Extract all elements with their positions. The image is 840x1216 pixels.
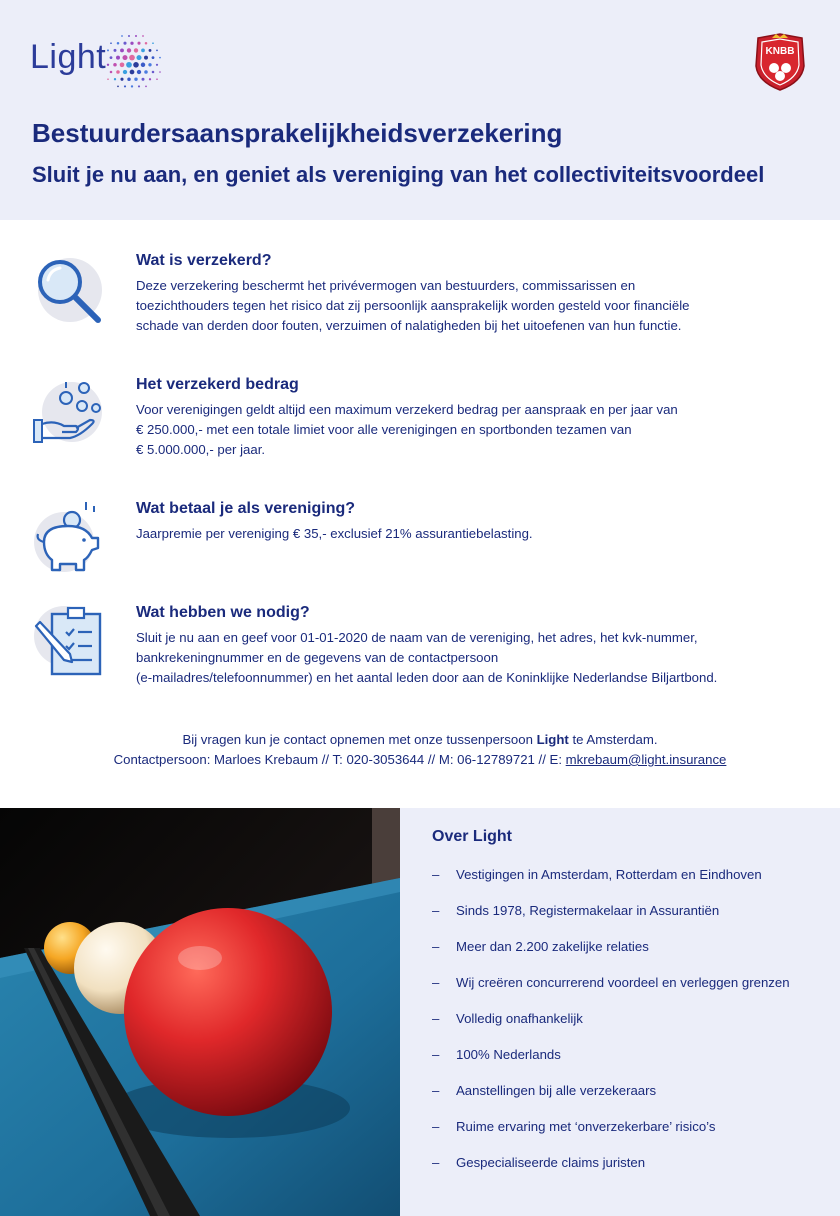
logo-dot xyxy=(113,63,117,67)
logo-dot xyxy=(145,86,147,88)
logo-dot xyxy=(120,48,124,52)
logo-dot xyxy=(128,35,130,37)
dash-bullet: – xyxy=(432,1083,440,1098)
logo-dot xyxy=(117,42,120,45)
logo-dot xyxy=(131,85,133,87)
logo-dot xyxy=(114,78,116,80)
logo-dot xyxy=(126,62,132,68)
section-text xyxy=(136,400,816,460)
contact-line-1 xyxy=(0,730,840,750)
about-title: Over Light xyxy=(432,828,513,845)
logo-dot xyxy=(156,64,158,66)
dash-bullet: – xyxy=(432,975,440,990)
logo-dot xyxy=(129,55,135,61)
logo-dot xyxy=(130,70,135,75)
logo-dot xyxy=(148,63,151,66)
list-item xyxy=(432,1010,824,1028)
section-title: Wat is verzekerd? xyxy=(136,252,272,269)
page-title: Bestuurdersaansprakelijkheidsverzekering xyxy=(32,118,563,148)
logo-dot xyxy=(107,78,109,80)
logo-dot xyxy=(141,63,146,68)
logo-dot xyxy=(156,78,158,80)
logo-dot xyxy=(142,35,144,37)
list-item xyxy=(432,938,824,956)
logo-dot xyxy=(149,78,151,80)
logo-dot xyxy=(110,71,113,74)
logo-dot xyxy=(114,49,117,52)
section-text-line: € 5.000.000,- per jaar. xyxy=(136,442,266,457)
logo-dot xyxy=(123,70,127,74)
logo-dot xyxy=(142,78,145,81)
logo-dot xyxy=(135,35,137,37)
logo-dot xyxy=(127,77,131,81)
list-item-text: 100% Nederlands xyxy=(456,1047,561,1062)
dash-bullet: – xyxy=(432,867,440,882)
list-item xyxy=(432,1082,824,1100)
list-item xyxy=(432,1046,824,1064)
list-item-text: Ruime ervaring met ‘onverzekerbare’ risico’s xyxy=(456,1119,716,1134)
list-item-text: Meer dan 2.200 zakelijke relaties xyxy=(456,939,649,954)
page-subtitle: Sluit je nu aan, en geniet als vereniging van het collectiviteitsvoordeel xyxy=(32,162,765,187)
knbb-badge-text: KNBB xyxy=(765,46,795,57)
section-text-line: € 250.000,- met een totale limiet voor alle verenigingen en sportbonden tezamen van xyxy=(136,422,632,437)
dash-bullet: – xyxy=(432,1047,440,1062)
list-item-text: Gespecialiseerde claims juristen xyxy=(456,1155,646,1170)
contact-email-link[interactable]: mkrebaum@light.insurance xyxy=(565,752,727,767)
logo-dot xyxy=(133,62,139,68)
section-text xyxy=(136,276,816,336)
dash-bullet: – xyxy=(432,1155,440,1170)
list-item xyxy=(432,902,824,920)
logo-dot xyxy=(120,78,123,81)
contact-broker-name: Light xyxy=(536,732,569,747)
billiard-illustration xyxy=(0,808,400,1216)
light-logo[interactable] xyxy=(30,30,170,94)
logo-dot xyxy=(152,56,155,59)
section-title: Wat betaal je als vereniging? xyxy=(136,500,356,517)
list-item xyxy=(432,1154,824,1172)
contact-line-2 xyxy=(0,750,840,770)
contact-info xyxy=(0,730,840,770)
section-text-line: bankrekeningnummer en de gegevens van de contactpersoon xyxy=(136,650,499,665)
header-band xyxy=(0,0,840,220)
piggy-bank-icon xyxy=(30,500,106,576)
logo-dot xyxy=(120,62,125,67)
list-item-text: Wij creëren concurrerend voordeel en verleggen grenzen xyxy=(456,975,790,990)
dash-bullet: – xyxy=(432,903,440,918)
logo-dot xyxy=(110,42,112,44)
dash-bullet: – xyxy=(432,1011,440,1026)
contact-line-2-prefix: Contactpersoon: Marloes Krebaum // T: 020-3053644 // M: 06-12789721 // E: xyxy=(113,752,566,767)
logo-dot xyxy=(116,56,120,60)
list-item-text: Vestigingen in Amsterdam, Rotterdam en Eindhoven xyxy=(456,867,762,882)
logo-dot xyxy=(130,42,133,45)
section-title: Wat hebben we nodig? xyxy=(136,604,310,621)
logo-dot xyxy=(141,49,145,53)
logo-dot xyxy=(123,42,126,45)
logo-text: Light xyxy=(30,38,107,76)
section-text-line: Jaarpremie per vereniging € 35,- exclusief 21% assurantiebelasting. xyxy=(136,526,533,541)
logo-dot xyxy=(137,70,141,74)
logo-dot xyxy=(134,48,138,52)
section-text xyxy=(136,628,816,688)
logo-dot xyxy=(107,64,109,66)
billiard-photo xyxy=(0,808,400,1216)
logo-dot xyxy=(159,71,161,73)
contact-line-1-suffix: te Amsterdam. xyxy=(568,732,658,747)
section-title: Het verzekerd bedrag xyxy=(136,376,299,393)
list-item-text: Sinds 1978, Registermakelaar in Assurantiën xyxy=(456,903,720,918)
knbb-crest-icon xyxy=(752,32,808,92)
logo-dot xyxy=(117,86,119,88)
logo-dot xyxy=(159,57,161,59)
logo-dots-icon xyxy=(102,30,168,94)
list-item xyxy=(432,974,824,992)
section-text-line: (e-mailadres/telefoonnummer) en het aantal leden door aan de Koninklijke Nederlandse Biljartbond. xyxy=(136,670,718,685)
section-text-line: Deze verzekering beschermt het privévermogen van bestuurders, commissarissen en xyxy=(136,278,636,293)
logo-dot xyxy=(116,70,120,74)
logo-dot xyxy=(152,71,155,74)
magnifier-icon xyxy=(30,252,106,328)
list-item-text: Volledig onafhankelijk xyxy=(456,1011,583,1026)
logo-dot xyxy=(152,42,154,44)
list-item-text: Aanstellingen bij alle verzekeraars xyxy=(456,1083,657,1098)
section-text-line: Sluit je nu aan en geef voor 01-01-2020 de naam van de vereniging, het adres, het kvk-nummer, xyxy=(136,630,698,645)
logo-dot xyxy=(136,55,141,60)
logo-dot xyxy=(137,42,140,45)
list-item xyxy=(432,866,824,884)
logo-dot xyxy=(121,35,123,37)
about-light-panel xyxy=(400,808,840,1216)
list-item xyxy=(432,1118,824,1136)
logo-dot xyxy=(122,55,127,60)
logo-dot xyxy=(145,42,148,45)
logo-dot xyxy=(107,49,109,51)
section-text-line: schade van derden door fouten, verzuimen of nalatigheden bij het uitoefenen van hun functie. xyxy=(136,318,682,333)
logo-dot xyxy=(110,56,113,59)
contact-line-1-prefix: Bij vragen kun je contact opnemen met onze tussenpersoon xyxy=(182,732,537,747)
logo-dot xyxy=(138,85,140,87)
logo-dot xyxy=(124,85,126,87)
logo-dot xyxy=(144,70,148,74)
clipboard-icon xyxy=(30,604,106,680)
about-list xyxy=(432,866,824,1190)
dash-bullet: – xyxy=(432,939,440,954)
section-text-line: Voor verenigingen geldt altijd een maximum verzekerd bedrag per aanspraak en per jaar van xyxy=(136,402,678,417)
logo-dot xyxy=(149,49,152,52)
section-text-line: toezichthouders tegen het risico dat zij persoonlijk aansprakelijk worden gesteld voor financiële xyxy=(136,298,690,313)
logo-dot xyxy=(127,48,131,52)
logo-dot xyxy=(134,77,137,80)
logo-dot xyxy=(156,50,158,52)
dash-bullet: – xyxy=(432,1119,440,1134)
hand-coins-icon xyxy=(30,376,106,452)
logo-dot xyxy=(144,56,148,60)
section-text xyxy=(136,524,816,544)
